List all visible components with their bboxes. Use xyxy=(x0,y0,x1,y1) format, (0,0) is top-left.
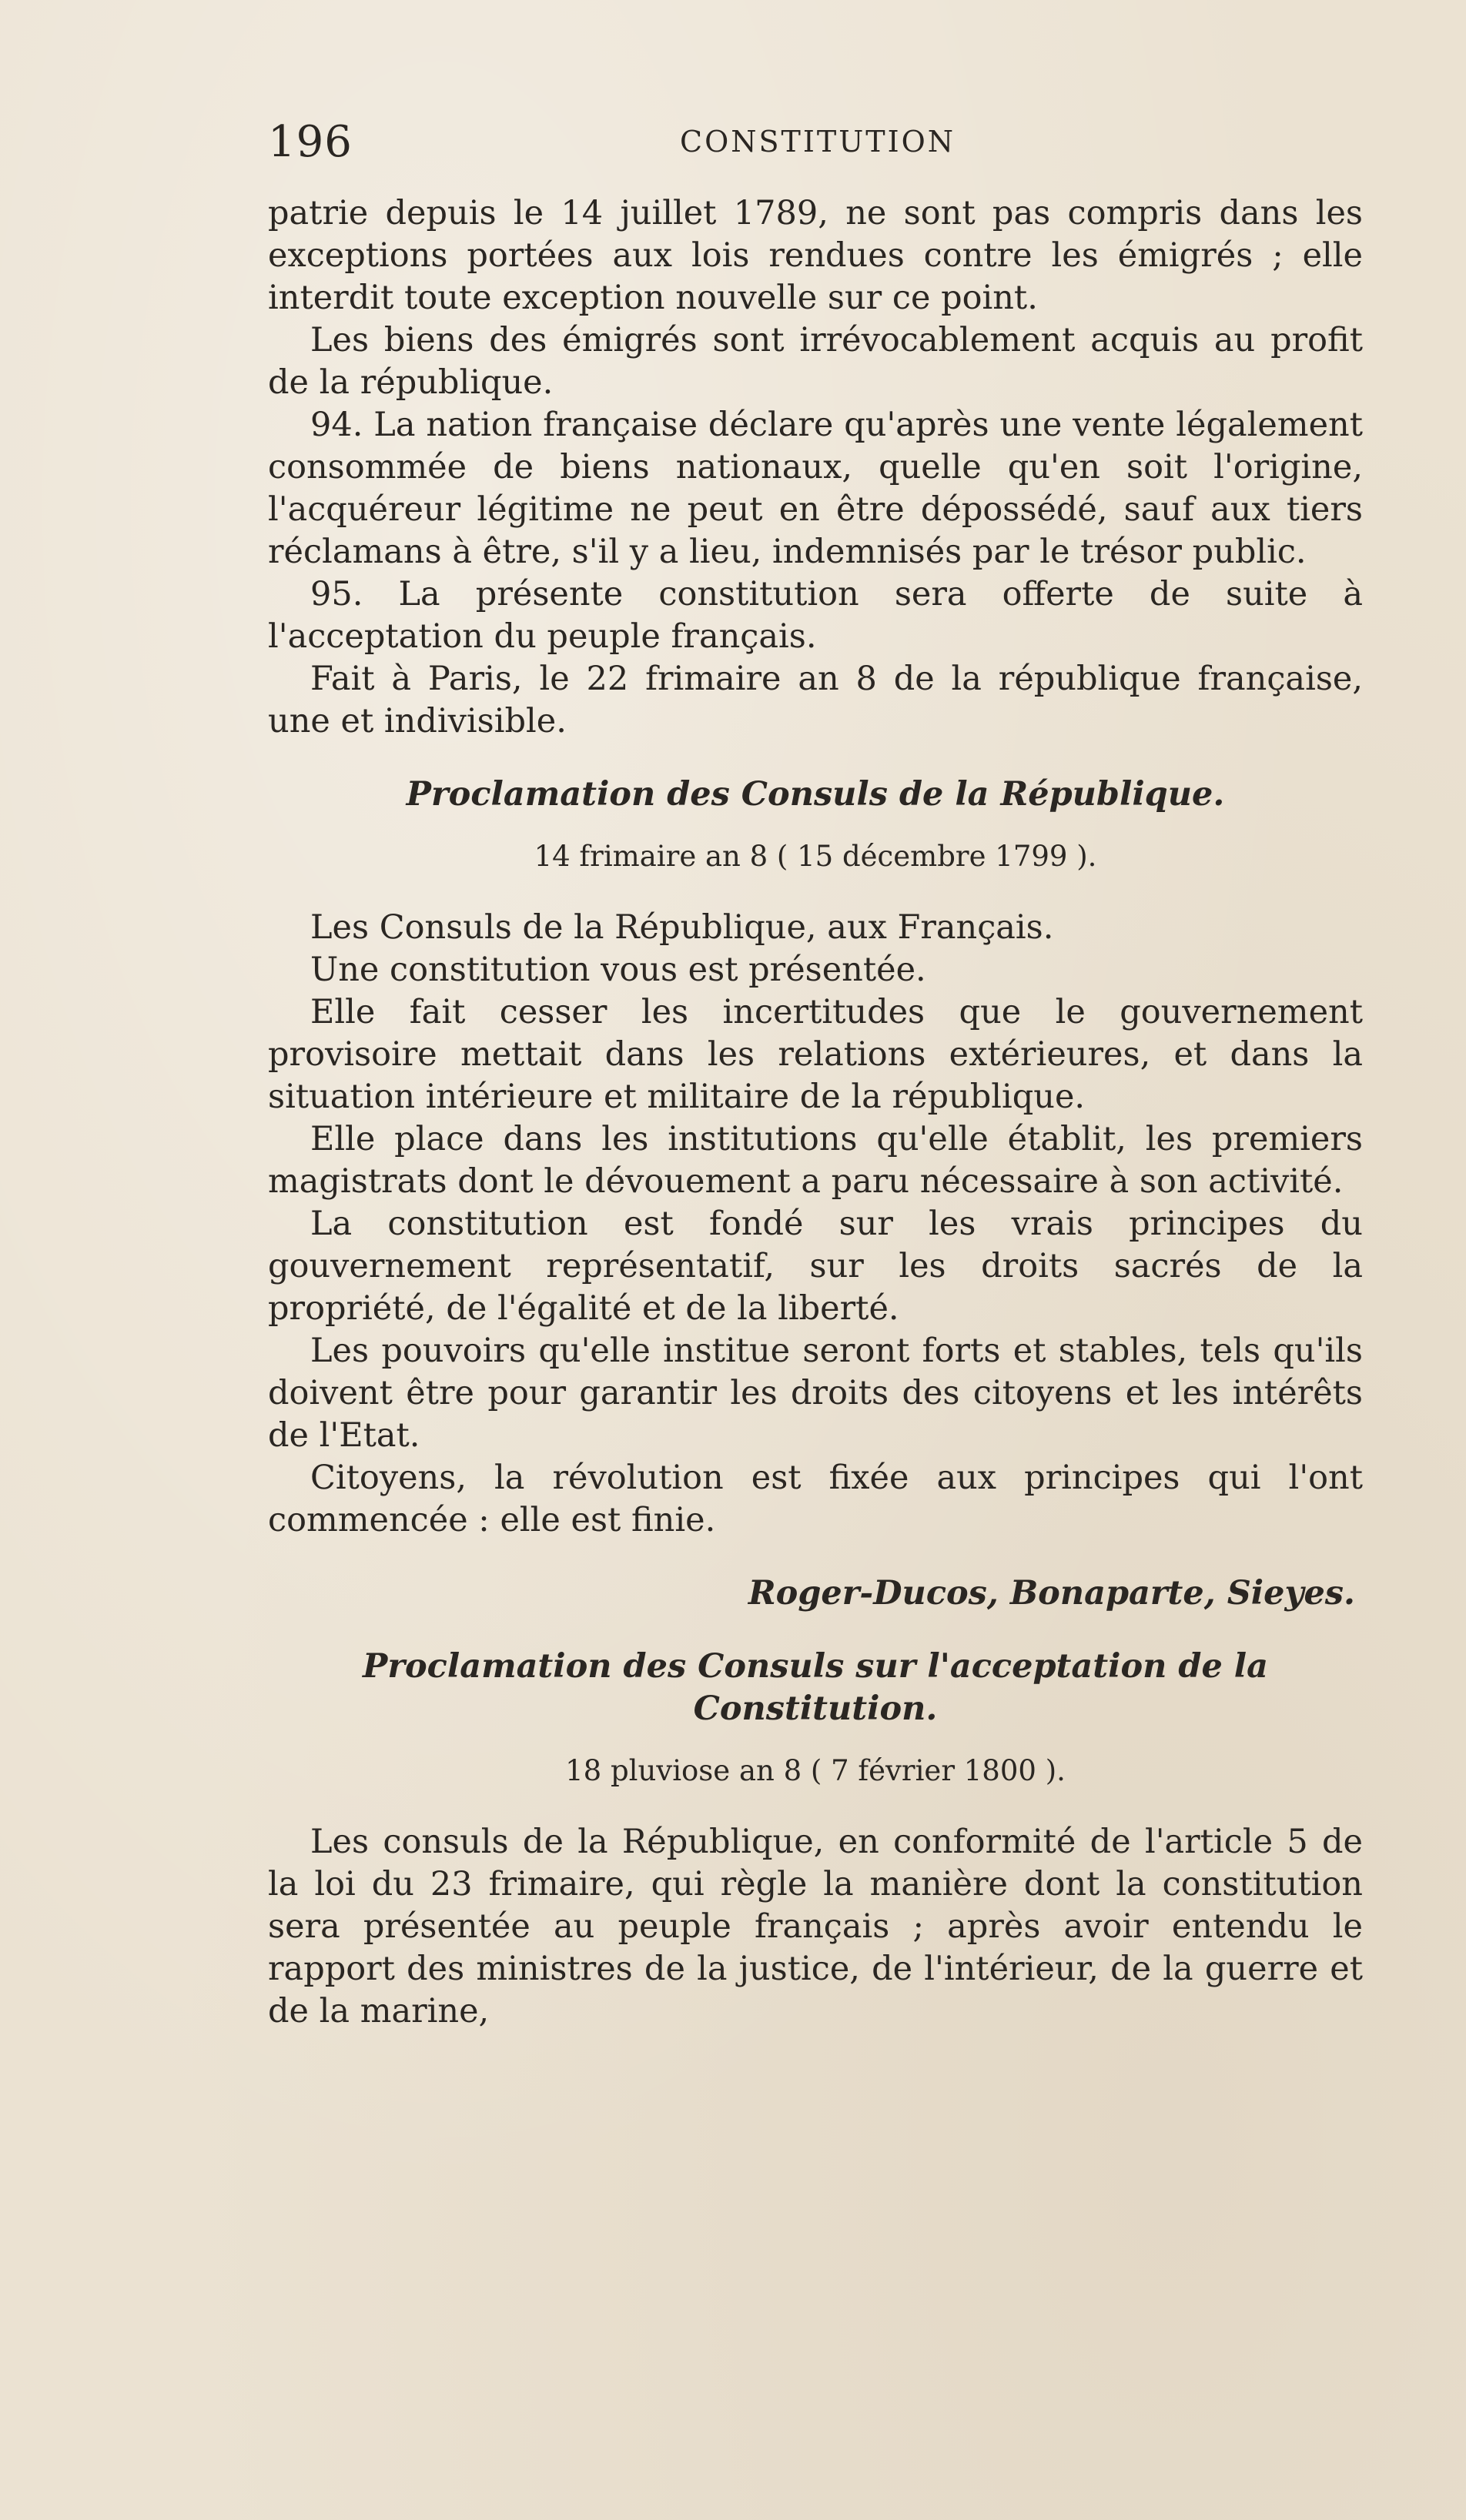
proclamation-1-paragraph: Elle fait cesser les incertitudes que le gouvernement provisoire mettait dans les relations extérieures, et dans la situation intérieure et militaire de la république. xyxy=(268,993,1363,1116)
signature: Roger-Ducos, Bonaparte, Sieyes. xyxy=(748,1574,1355,1613)
proclamation-1-date: 14 frimaire an 8 ( 15 décembre 1799 ). xyxy=(534,840,1097,873)
proclamation-1-title: Proclamation des Consuls de la République. xyxy=(406,775,1225,814)
proclamation-1-paragraph: Elle place dans les institutions qu'elle établit, les premiers magistrats dont le dévouement a paru nécessaire à son activité. xyxy=(268,1120,1363,1201)
proclamation-1-paragraph: Les Consuls de la République, aux Français. xyxy=(310,908,1054,947)
proclamation-2-date: 18 pluviose an 8 ( 7 février 1800 ). xyxy=(565,1754,1066,1787)
fait-a-paris: Fait à Paris, le 22 frimaire an 8 de la république française, une et indivisible. xyxy=(268,660,1363,740)
article-95: 95. La présente constitution sera offerte de suite à l'acceptation du peuple français. xyxy=(268,575,1363,656)
proclamation-2-title: Proclamation des Consuls sur l'acceptation de la Constitution. xyxy=(363,1647,1268,1728)
continuation-paragraph: patrie depuis le 14 juillet 1789, ne sont pas compris dans les exceptions portées aux lois rendues contre les émigrés ; elle interdit toute exception nouvelle sur ce point. xyxy=(268,194,1363,317)
running-head: CONSTITUTION xyxy=(680,125,956,159)
paragraph-emigres-biens: Les biens des émigrés sont irrévocablement acquis au profit de la république. xyxy=(268,321,1363,402)
page-number: 196 xyxy=(268,117,353,167)
proclamation-1-paragraph: Une constitution vous est présentée. xyxy=(310,951,926,989)
proclamation-1-paragraph: Citoyens, la révolution est fixée aux principes qui l'ont commencée : elle est finie. xyxy=(268,1459,1363,1539)
proclamation-2-paragraph: Les consuls de la République, en conformité de l'article 5 de la loi du 23 frimaire, qui règle la manière dont la constitution sera présentée au peuple français ; après avoir entendu le rapport des ministres de la justice, de l'intérieur, de la guerre et de la marine, xyxy=(268,1823,1363,2030)
proclamation-1-paragraph: Les pouvoirs qu'elle institue seront forts et stables, tels qu'ils doivent être pour garantir les droits des citoyens et les intérêts de l'Etat. xyxy=(268,1332,1363,1455)
article-94: 94. La nation française déclare qu'après une vente légalement consommée de biens nationaux, quelle qu'en soit l'origine, l'acquéreur légitime ne peut en être dépossédé, sauf aux tiers réclamans à être, s'il y a lieu, indemnisés par le trésor public. xyxy=(268,406,1363,571)
page-header xyxy=(268,117,1292,171)
proclamation-1-paragraph: La constitution est fondé sur les vrais principes du gouvernement représentatif, sur les droits sacrés de la propriété, de l'égalité et de la liberté. xyxy=(268,1205,1363,1328)
text-block xyxy=(268,192,1363,2033)
